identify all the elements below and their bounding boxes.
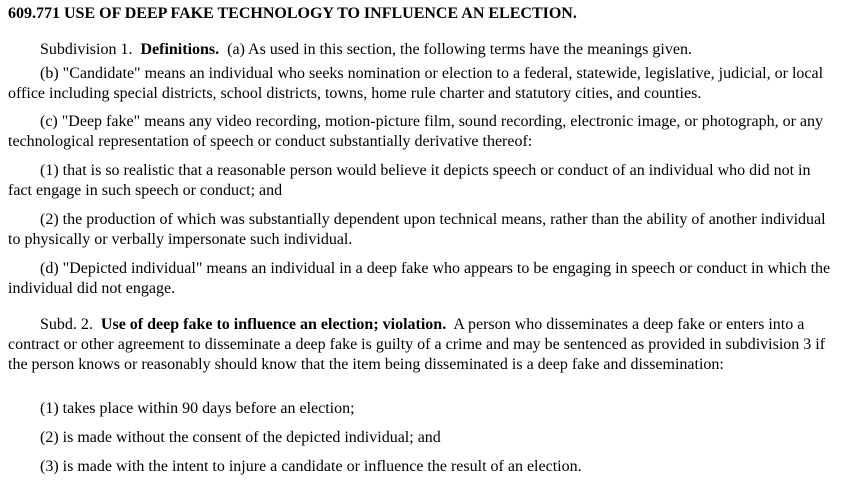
- paragraph-c1: (1) that is so realistic that a reasonable person would believe it depicts speech or conduct of an individual who did not in fact engage in such speech or conduct; and: [8, 162, 811, 199]
- paragraph-b: (b) "Candidate" means an individual who seeks nomination or election to a federal, statewide, legislative, judicial, or local office including special districts, school districts, towns, home rule charter and statutory cities, and counties.: [8, 65, 824, 102]
- paragraph-d: (d) "Depicted individual" means an individual in a deep fake who appears to be engaging in speech or conduct in which the individual did not engage.: [8, 260, 831, 297]
- subdivision-2-text: A person who disseminates a deep fake or enters into a contract or other agreement to disseminate a deep fake is guilty of a crime and may be sentenced as provided in subdivision 3 if the person knows or reasonably should know that the item being disseminated is a deep fake and dissemination:: [8, 316, 826, 373]
- section-heading: 609.771 USE OF DEEP FAKE TECHNOLOGY TO INFLUENCE AN ELECTION.: [8, 5, 577, 22]
- subdivision-2-item-2: (2) is made without the consent of the depicted individual; and: [40, 429, 441, 446]
- subdivision-2-item-3: (3) is made with the intent to injure a candidate or influence the result of an election.: [40, 458, 582, 475]
- subdivision-1-label: Subdivision 1.: [40, 41, 133, 58]
- paragraph-c: (c) "Deep fake" means any video recording, motion-picture film, sound recording, electronic image, or photograph, or any technological representation of speech or conduct substantially derivative thereof:: [8, 113, 824, 150]
- paragraph-c2: (2) the production of which was substantially dependent upon technical means, rather than the ability of another individual to physically or verbally impersonate such individual.: [8, 211, 826, 248]
- subdivision-1-title: Definitions.: [140, 41, 220, 58]
- subdivision-1-text: (a) As used in this section, the following terms have the meanings given.: [227, 41, 692, 58]
- subdivision-1-paragraph: [8, 40, 836, 60]
- subdivision-2-paragraph: [8, 315, 836, 375]
- subdivision-2-title: Use of deep fake to influence an election; violation.: [100, 316, 447, 333]
- subdivision-2-item-1: (1) takes place within 90 days before an election;: [40, 400, 355, 417]
- subdivision-2-label: Subd. 2.: [40, 316, 93, 333]
